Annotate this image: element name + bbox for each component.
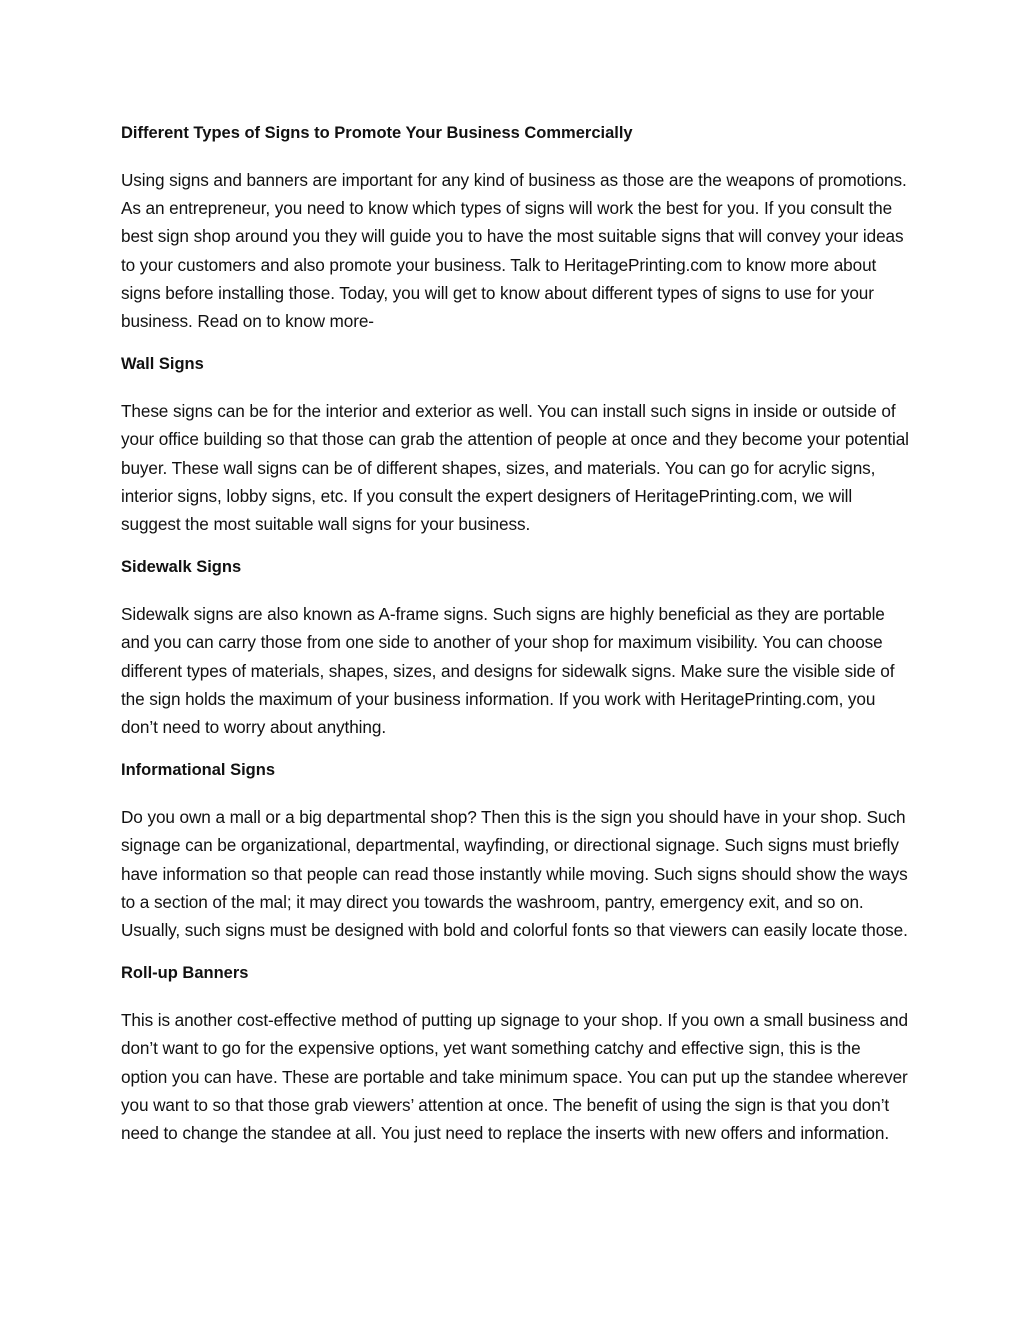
section-body-informational-signs: Do you own a mall or a big departmental shop? Then this is the sign you should have in your shop. Such signage can be organizational, departmental, wayfinding, or directional signage. Such signs must briefly have information so that people can read those instantly while moving. Such signs should show the ways to a section of the mal; it may direct you towards the washroom, pantry, emergency exit, and so on. Usually, such signs must be designed with bold and colorful fonts so that viewers can easily locate those. [121, 807, 908, 941]
section-heading-informational-signs: Informational Signs [121, 761, 276, 780]
section-heading-sidewalk-signs: Sidewalk Signs [121, 558, 242, 577]
section-heading-roll-up-banners: Roll-up Banners [121, 964, 249, 983]
document-title: Different Types of Signs to Promote Your Business Commercially [121, 124, 633, 142]
section-heading-wall-signs: Wall Signs [121, 355, 204, 374]
section-body-wall-signs: These signs can be for the interior and exterior as well. You can install such signs in inside or outside of your office building so that those can grab the attention of people at once and they become your potential buyer. These wall signs can be of different shapes, sizes, and materials. You can go for acrylic signs, interior signs, lobby signs, etc. If you consult the expert designers of HeritagePrinting.com, we will suggest the most suitable wall signs for your business. [121, 401, 909, 535]
section-body-roll-up-banners: This is another cost-effective method of putting up signage to your shop. If you own a small business and don’t want to go for the expensive options, yet want something catchy and effective sign, this is the option you can have. These are portable and take minimum space. You can put up the standee wherever you want to so that those grab viewers’ attention at once. The benefit of using the sign is that you don’t need to change the standee at all. You just need to replace the inserts with new offers and information. [121, 1010, 908, 1144]
intro-paragraph: Using signs and banners are important for any kind of business as those are the weapons of promotions. As an entrepreneur, you need to know which types of signs will work the best for you. If you consult the best sign shop around you they will guide you to have the most suitable signs that will convey your ideas to your customers and also promote your business. Talk to HeritagePrinting.com to know more about signs before installing those. Today, you will get to know about different types of signs to use for your business. Read on to know more- [121, 170, 907, 332]
section-body-sidewalk-signs: Sidewalk signs are also known as A-frame signs. Such signs are highly beneficial as they are portable and you can carry those from one side to another of your shop for maximum visibility. You can choose different types of materials, shapes, sizes, and designs for sidewalk signs. Make sure the visible side of the sign holds the maximum of your business information. If you work with HeritagePrinting.com, you don’t need to worry about anything. [121, 604, 895, 738]
document-page [121, 121, 911, 1164]
